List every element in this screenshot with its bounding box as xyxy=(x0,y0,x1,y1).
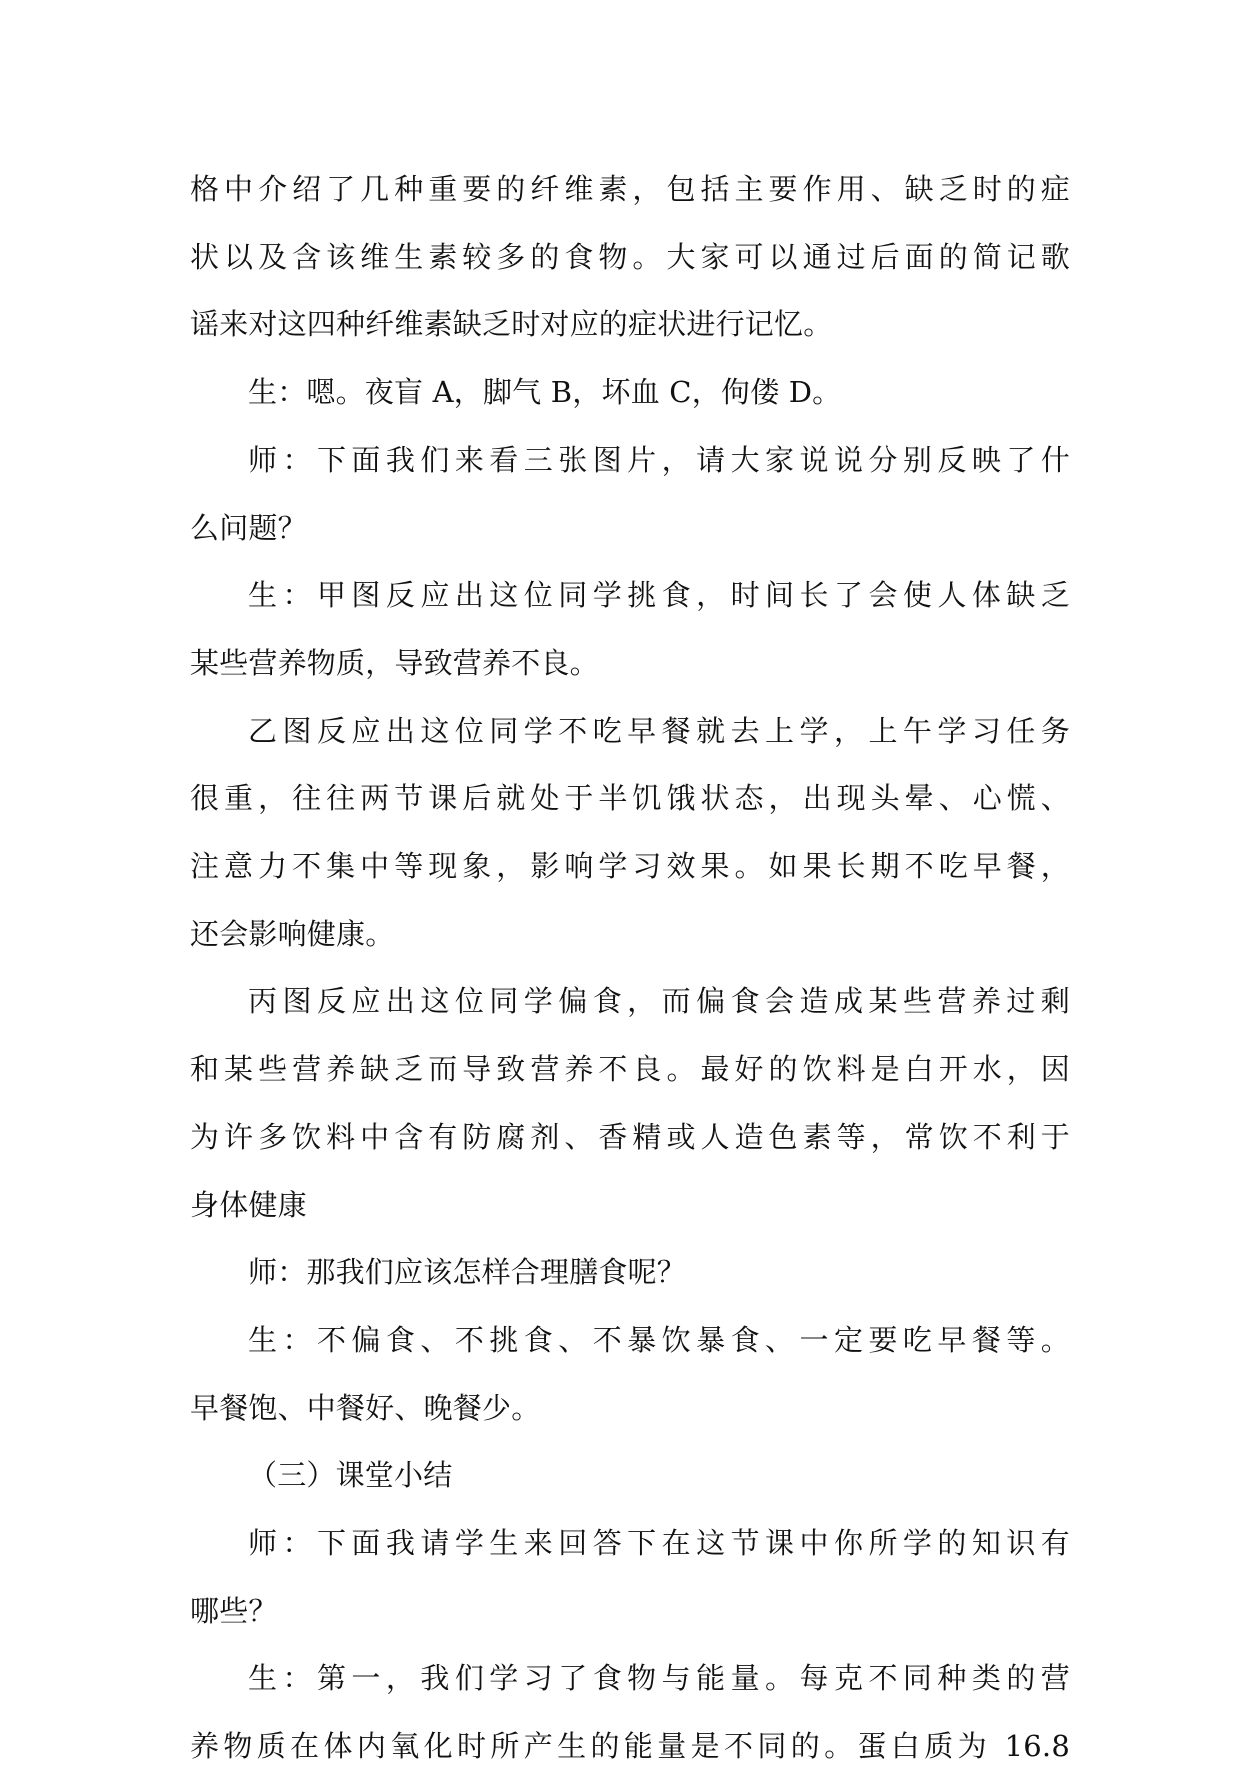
text-line: 谣来对这四种纤维素缺乏时对应的症状进行记忆。 xyxy=(190,307,833,342)
paragraph-student-reply-vitamins xyxy=(190,359,1070,427)
paragraph-picture-b xyxy=(190,698,1070,969)
text-line: 格中介绍了几种重要的纤维素，包括主要作用、缺乏时的症 xyxy=(190,172,1070,206)
text-line: 早餐饱、中餐好、晚餐少。 xyxy=(190,1390,541,1425)
paragraph-teacher-question-pictures xyxy=(190,427,1070,562)
text-line: 某些营养物质，导致营养不良。 xyxy=(190,645,599,680)
text-line: 么问题？ xyxy=(190,510,307,545)
section-heading: （三）课堂小结 xyxy=(248,1458,453,1493)
text-line: 很重，往往两节课后就处于半饥饿状态，出现头晕、心慌、 xyxy=(190,781,1070,816)
text-line: 养物质在体内氧化时所产生的能量是不同的。蛋白质为 16.8 xyxy=(190,1729,1070,1764)
text-line: 哪些？ xyxy=(190,1593,278,1628)
text-line: 身体健康 xyxy=(190,1187,307,1222)
paragraph-vitamin-intro xyxy=(190,156,1070,359)
text-line: 师：下面我请学生来回答下在这节课中你所学的知识有 xyxy=(248,1526,1070,1561)
text-line: 丙图反应出这位同学偏食，而偏食会造成某些营养过剩 xyxy=(248,984,1070,1019)
text-line: 生：不偏食、不挑食、不暴饮暴食、一定要吃早餐等。 xyxy=(248,1322,1070,1357)
paragraph-picture-c xyxy=(190,968,1070,1239)
text-line: 生：甲图反应出这位同学挑食，时间长了会使人体缺乏 xyxy=(248,578,1070,613)
text-line: 生：第一，我们学习了食物与能量。每克不同种类的营 xyxy=(248,1661,1070,1696)
text-line: 为许多饮料中含有防腐剂、香精或人造色素等，常饮不利于 xyxy=(190,1119,1070,1154)
section-heading-summary xyxy=(190,1442,1070,1510)
text-line: 乙图反应出这位同学不吃早餐就去上学，上午学习任务 xyxy=(248,713,1070,748)
paragraph-teacher-question-summary xyxy=(190,1510,1070,1645)
paragraph-student-reply-diet xyxy=(190,1307,1070,1442)
document-page xyxy=(190,156,1070,1781)
paragraph-student-picture-a xyxy=(190,562,1070,697)
text-line: 状以及含该维生素较多的食物。大家可以通过后面的简记歌 xyxy=(190,239,1070,274)
text-line: 还会影响健康。 xyxy=(190,916,395,951)
text-line: 师：下面我们来看三张图片，请大家说说分别反映了什 xyxy=(248,442,1070,477)
text-line: 注意力不集中等现象，影响学习效果。如果长期不吃早餐， xyxy=(190,849,1070,884)
text-line: 和某些营养缺乏而导致营养不良。最好的饮料是白开水，因 xyxy=(190,1052,1070,1087)
paragraph-teacher-question-diet xyxy=(190,1239,1070,1307)
text-line: 师：那我们应该怎样合理膳食呢？ xyxy=(248,1255,687,1290)
text-line: 生：嗯。夜盲 A，脚气 B，坏血 C，佝偻 D。 xyxy=(248,375,842,410)
paragraph-student-summary xyxy=(190,1645,1070,1780)
